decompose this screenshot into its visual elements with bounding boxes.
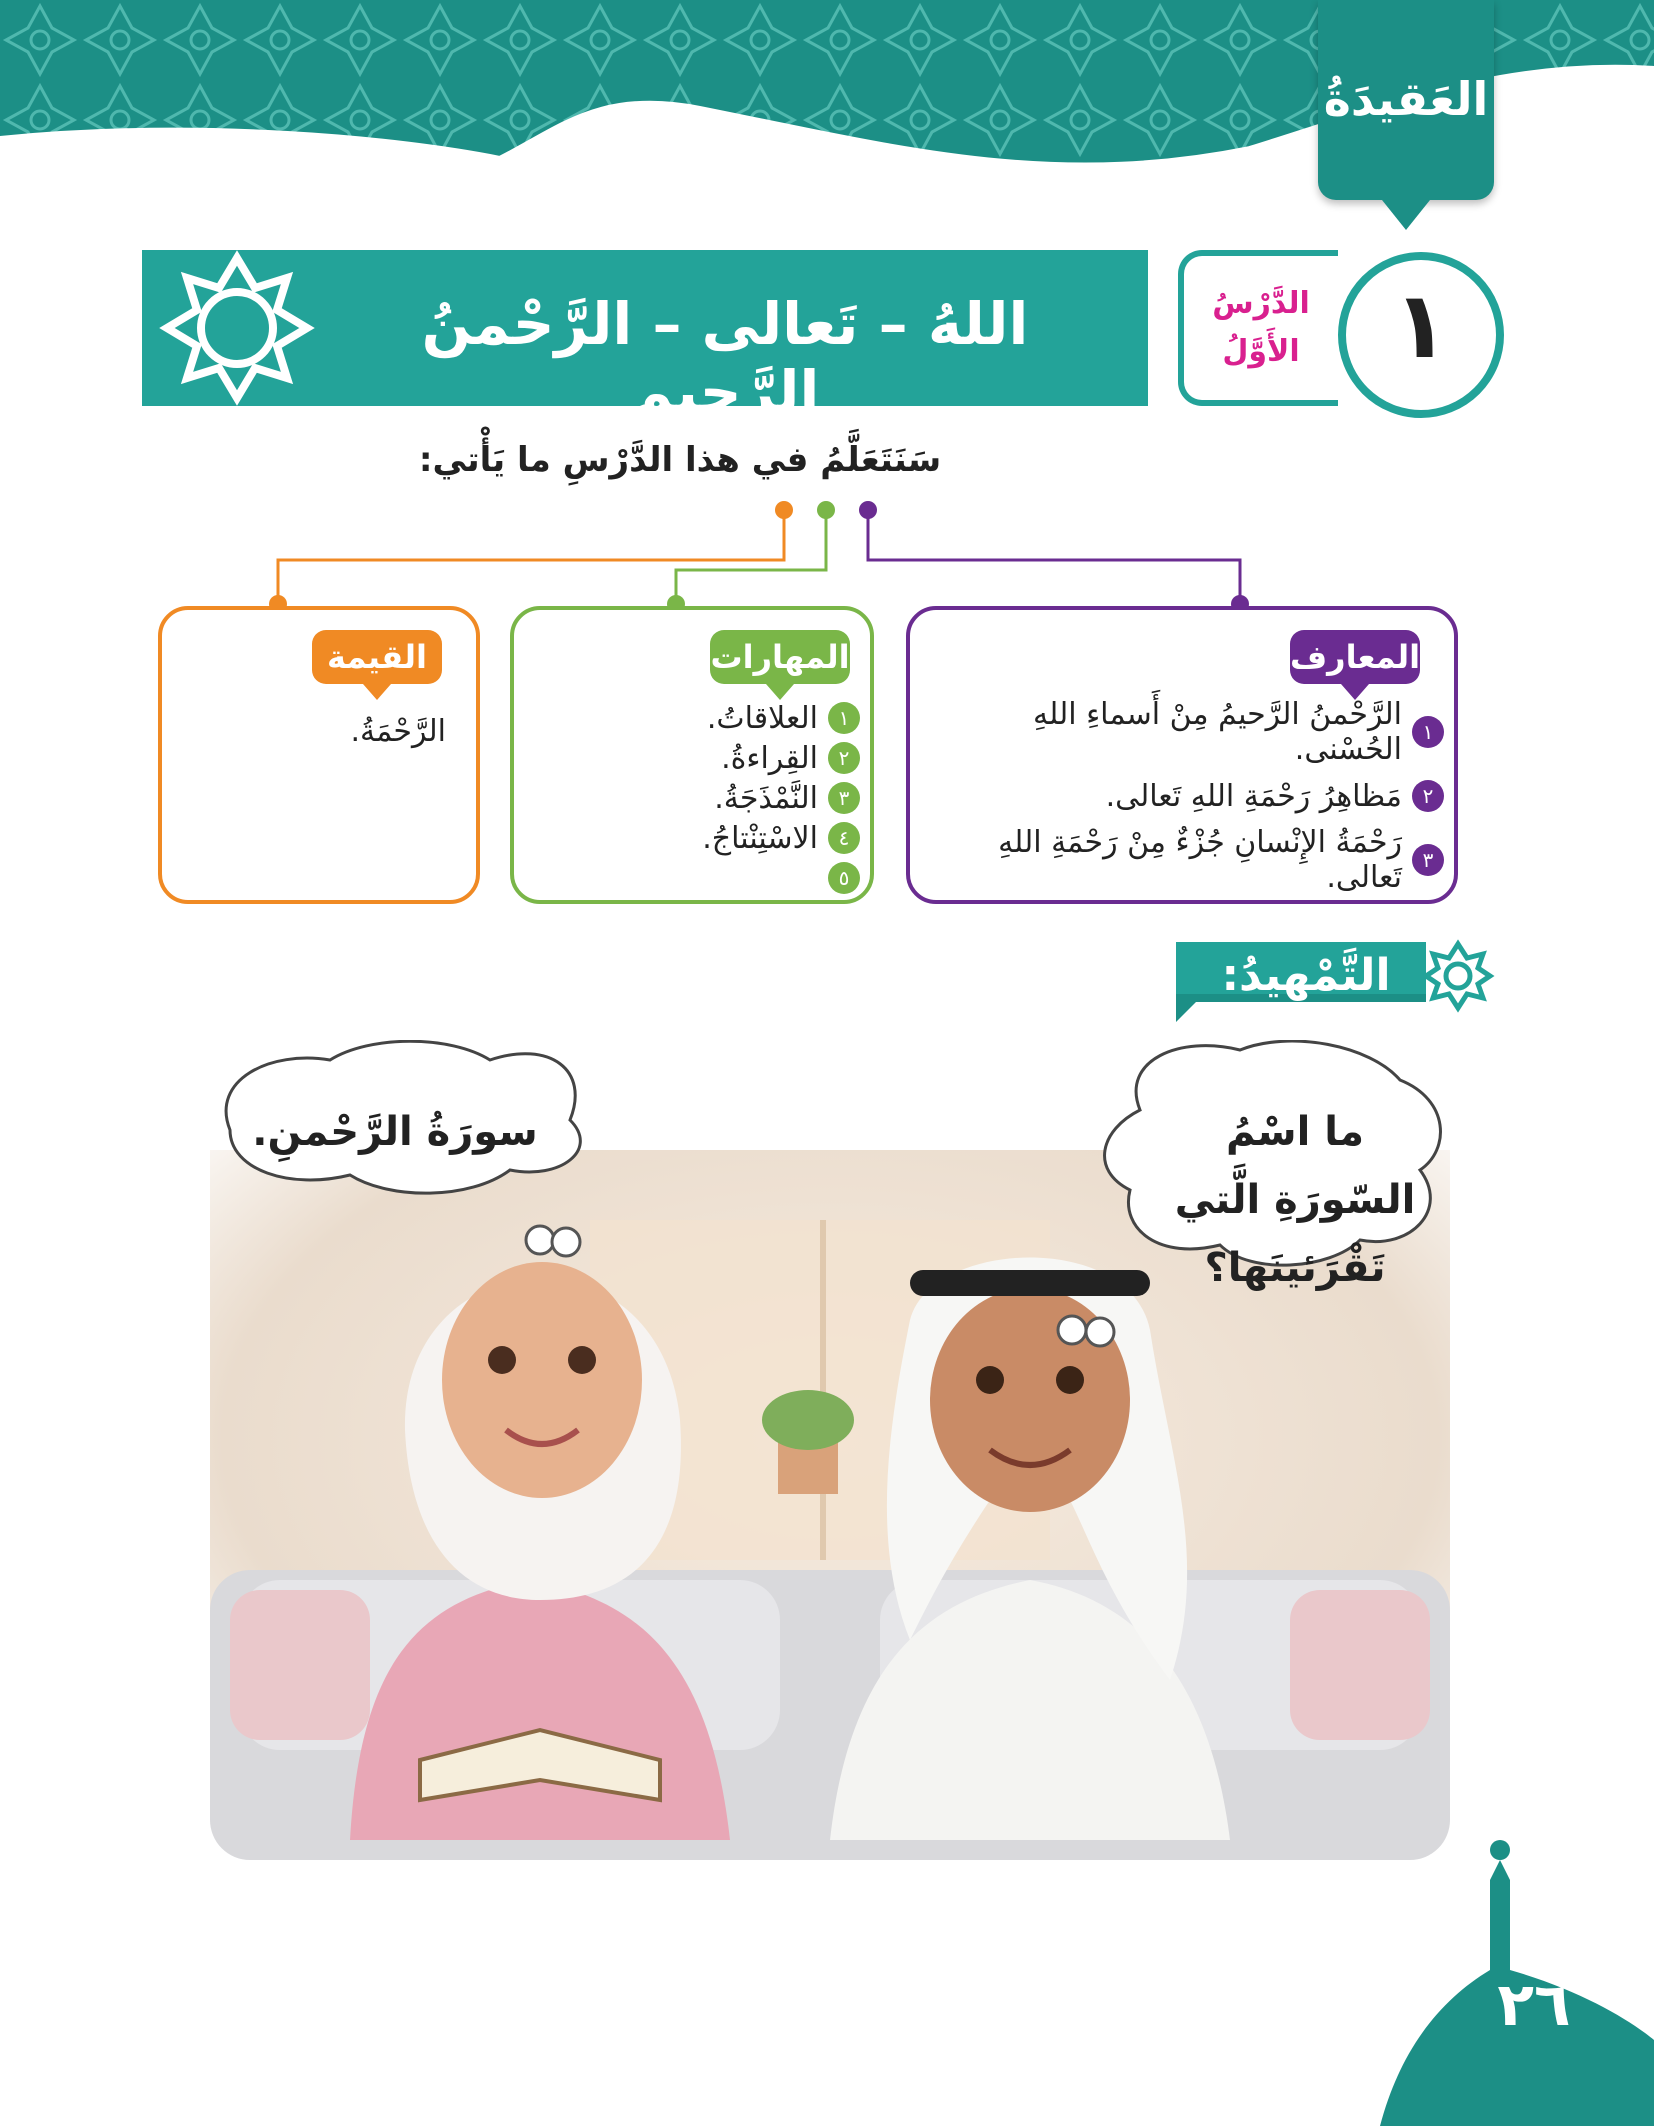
lesson-intro: سَنَتَعَلَّمُ في هذا الدَّرْسِ ما يَأْتي: xyxy=(418,440,942,480)
value-tag-label: القيمة xyxy=(327,638,427,676)
skills-list xyxy=(530,698,860,898)
item-number-badge: ٥ xyxy=(828,862,860,894)
value-card xyxy=(158,606,480,904)
list-item xyxy=(530,698,860,738)
item-number-badge: ٤ xyxy=(828,822,860,854)
unit-title: العَقيدَةُ xyxy=(1323,72,1489,126)
list-item-text: النَّمْذَجَةُ. xyxy=(714,780,818,816)
list-item-text: الاسْتِنْتاجُ. xyxy=(702,820,818,856)
item-number-badge: ٢ xyxy=(828,742,860,774)
knowledge-tag-label: المعارف xyxy=(1290,638,1421,676)
list-item-text: القِراءةُ. xyxy=(721,740,818,776)
tamheed-heading: التَّمْهيدُ: xyxy=(1221,950,1391,1001)
skills-tag xyxy=(710,630,850,684)
item-number-badge: ٣ xyxy=(828,782,860,814)
list-item-text: الرَّحْمنُ الرَّحيمُ مِنْ أَسماءِ اللهِ الحُسْنى. xyxy=(1033,697,1402,767)
lesson-number: ١ xyxy=(1392,272,1450,379)
list-item xyxy=(530,778,860,818)
girl-speech-text: سورَةُ الرَّحْمنِ. xyxy=(252,1109,538,1155)
list-item xyxy=(530,818,860,858)
lesson-label-line1: الدَّرْسُ xyxy=(1212,286,1310,321)
list-item xyxy=(924,825,1444,895)
list-item-text: العلاقاتُ. xyxy=(706,700,818,736)
list-item xyxy=(924,697,1444,767)
lesson-label-line2: الأَوَّلُ xyxy=(1222,334,1300,369)
item-number-badge: ٢ xyxy=(1412,780,1444,812)
item-number-badge: ٣ xyxy=(1412,844,1444,876)
value-tag xyxy=(312,630,442,684)
skills-tag-label: المهارات xyxy=(710,638,850,676)
page-number: ٢٦ xyxy=(1497,1970,1571,2040)
boy-speech-text: ما اسْمُ السّورَةِ الَّتي تَقْرَئينَها؟ xyxy=(1174,1109,1416,1291)
item-number-badge: ١ xyxy=(1412,716,1444,748)
list-item xyxy=(924,764,1444,828)
item-number-badge: ١ xyxy=(828,702,860,734)
knowledge-list xyxy=(924,697,1444,895)
value-text: الرَّحْمَةُ. xyxy=(350,714,446,749)
list-item-text: مَظاهِرُ رَحْمَةِ اللهِ تَعالى. xyxy=(1105,778,1402,814)
list-item xyxy=(530,858,860,898)
skills-card xyxy=(510,606,874,904)
lesson-title: اللهُ – تَعالى – الرَّحْمنُ الرَّحيم xyxy=(421,290,1029,426)
list-item xyxy=(530,738,860,778)
knowledge-tag xyxy=(1290,630,1420,684)
knowledge-card xyxy=(906,606,1458,904)
list-item-text: رَحْمَةُ الإِنْسانِ جُزْءٌ مِنْ رَحْمَةِ اللهِ تَعالى. xyxy=(998,825,1402,895)
